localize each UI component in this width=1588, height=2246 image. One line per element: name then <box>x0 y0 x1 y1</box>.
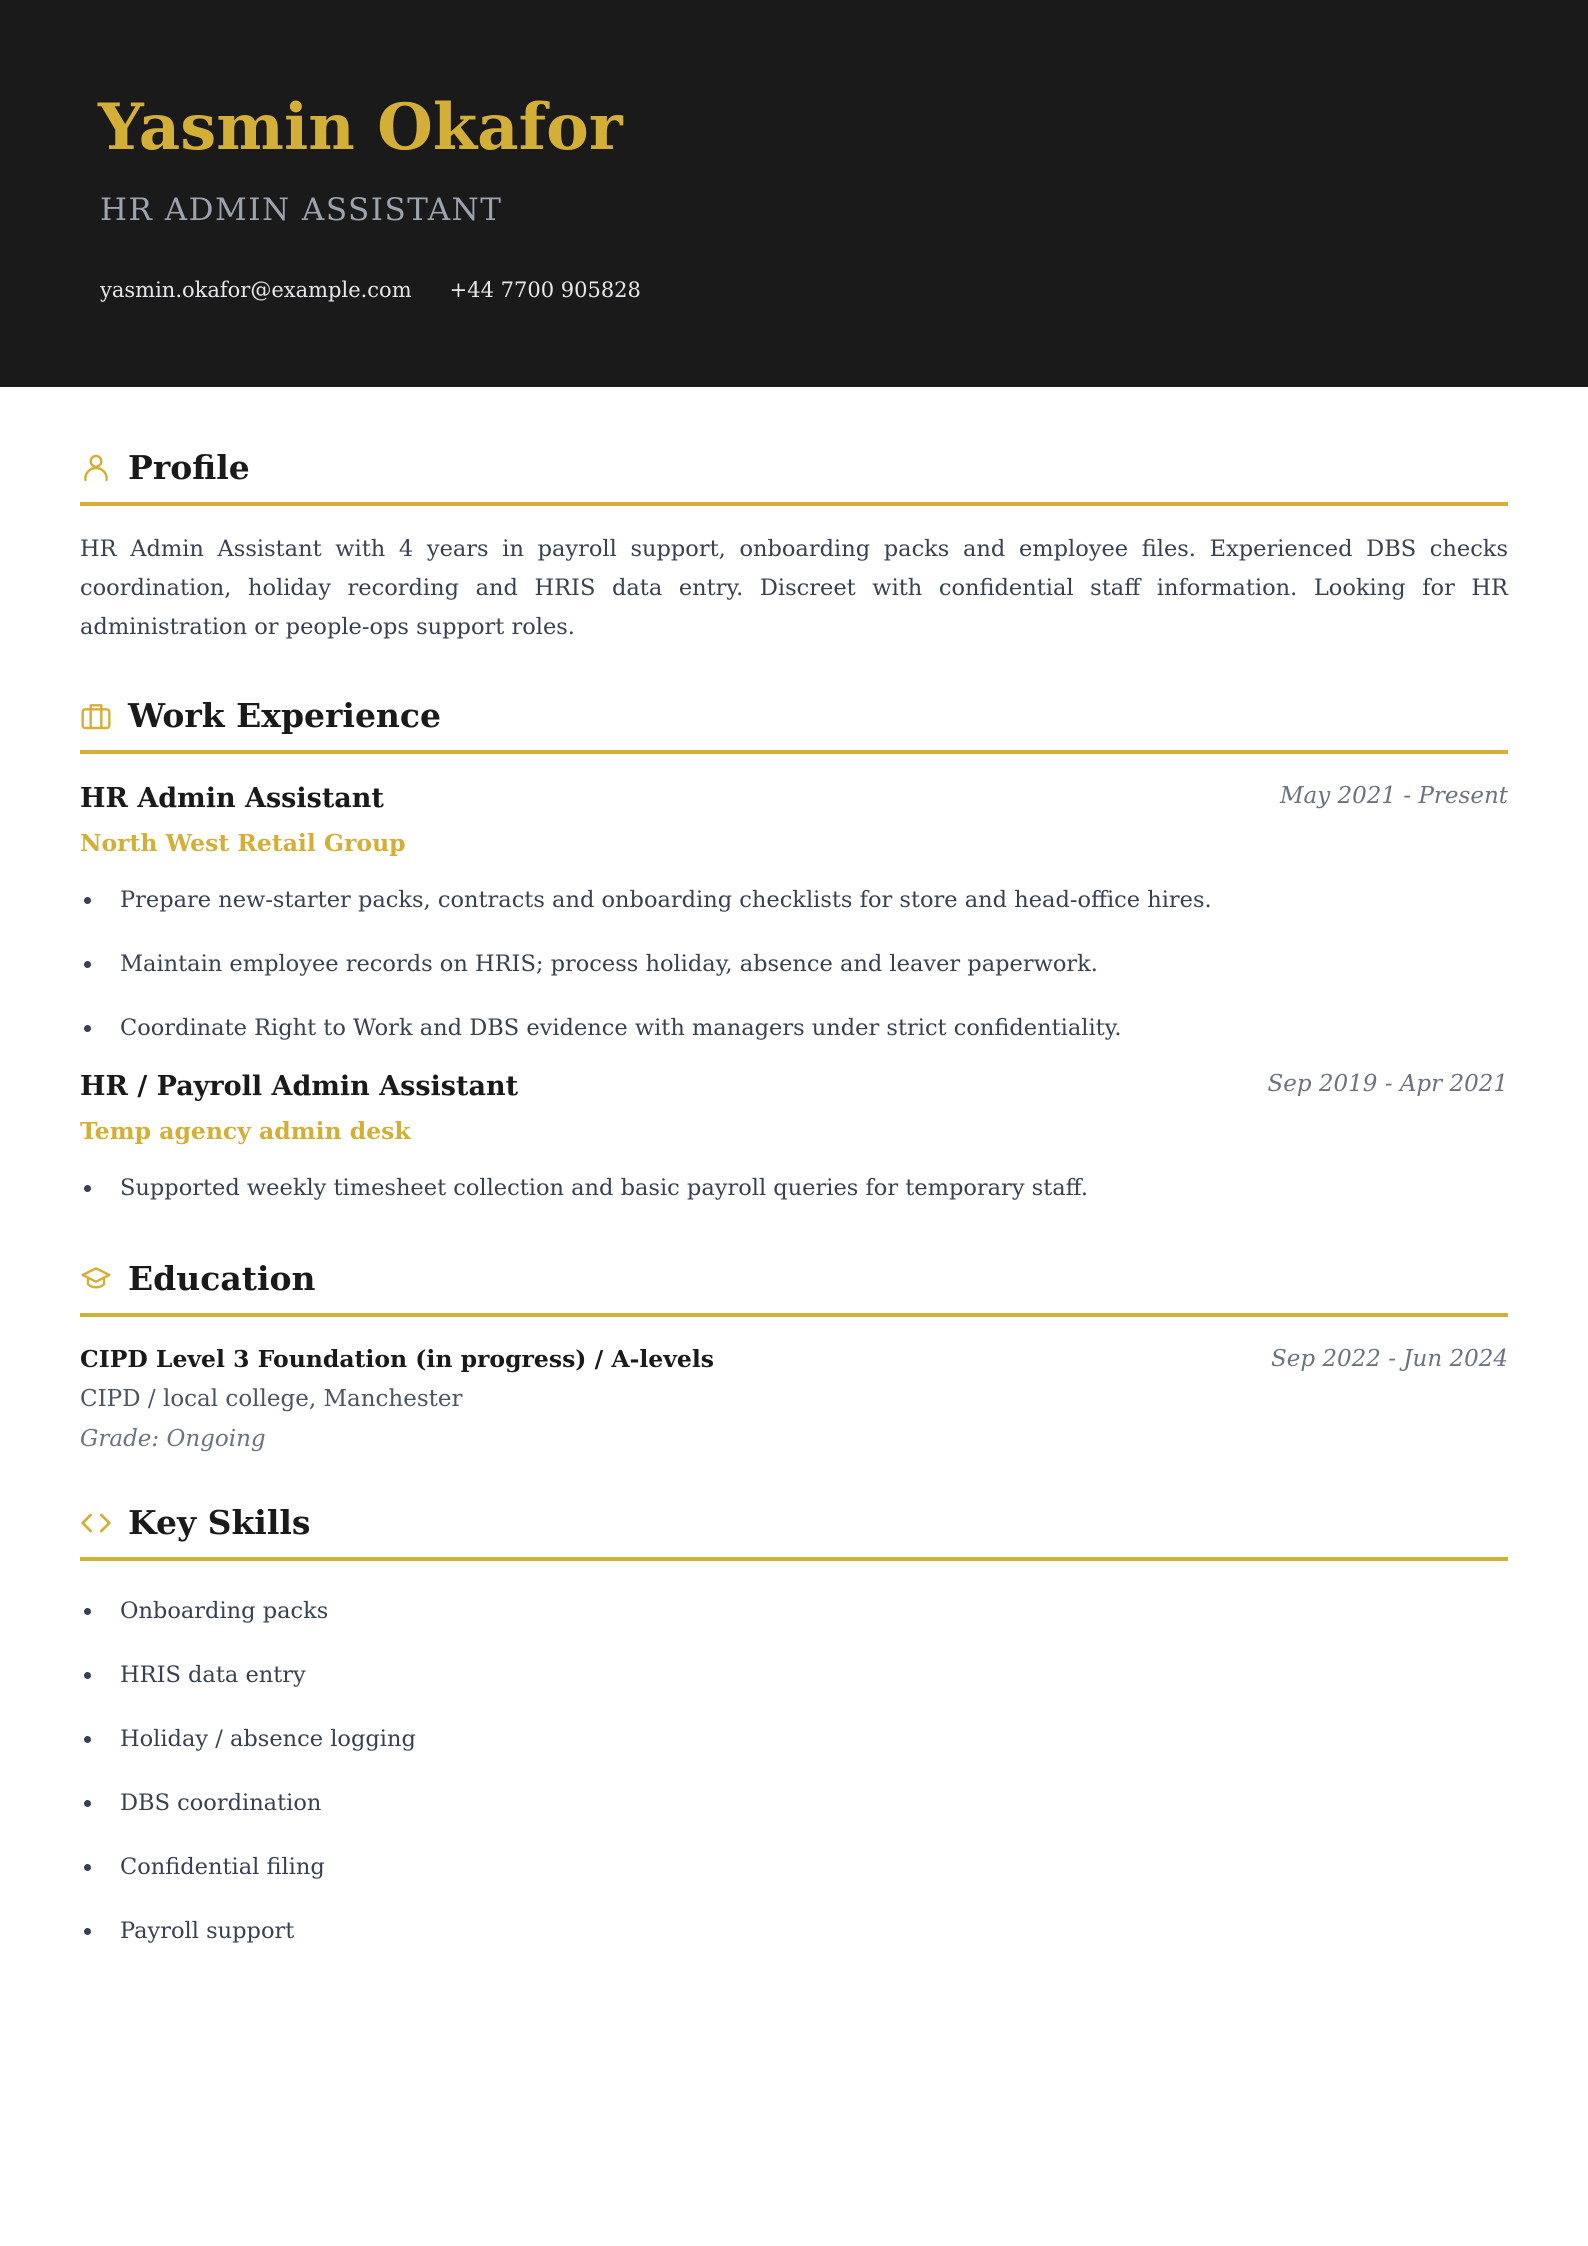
bullet-icon <box>84 897 91 904</box>
bullet-icon <box>84 1800 91 1807</box>
job-dates-1: May 2021 - Present <box>1279 783 1508 809</box>
education-heading: Education <box>128 1259 316 1298</box>
profile-heading: Profile <box>128 448 250 487</box>
header-banner <box>0 0 1588 387</box>
bullet-icon <box>84 961 91 968</box>
briefcase-icon <box>80 700 112 732</box>
graduation-cap-icon <box>80 1263 112 1295</box>
bullet-icon <box>84 1736 91 1743</box>
bullet-icon <box>84 1025 91 1032</box>
profile-section-heading <box>80 446 1508 506</box>
bullet-icon <box>84 1185 91 1192</box>
job-title-1: HR Admin Assistant <box>80 783 384 814</box>
email-link[interactable]: yasmin.okafor@example.com <box>100 278 412 302</box>
bullet-icon <box>84 1928 91 1935</box>
bullet-icon <box>84 1672 91 1679</box>
experience-section-heading <box>80 694 1508 754</box>
experience-heading: Work Experience <box>128 696 442 735</box>
institution-name: CIPD / local college, Manchester <box>80 1386 463 1412</box>
education-grade: Grade: Ongoing <box>80 1426 266 1452</box>
bullet-icon <box>84 1608 91 1615</box>
candidate-title: HR ADMIN ASSISTANT <box>100 192 503 228</box>
bullet-icon <box>84 1864 91 1871</box>
degree-title: CIPD Level 3 Foundation (in progress) / A-levels <box>80 1345 714 1373</box>
phone-number[interactable]: +44 7700 905828 <box>449 278 641 302</box>
skills-section-heading <box>80 1501 1508 1561</box>
company-name-1: North West Retail Group <box>80 829 406 857</box>
code-icon <box>80 1507 112 1539</box>
education-section-heading <box>80 1257 1508 1317</box>
contact-info <box>100 276 679 304</box>
profile-summary: HR Admin Assistant with 4 years in payroll support, onboarding packs and employee files. Experienced DBS checks coordination, holiday recording and HRIS data entry. Discreet with confidential staff information. Looking for HR administration or people-ops support roles. <box>80 536 1508 640</box>
education-dates: Sep 2022 - Jun 2024 <box>1270 1346 1508 1372</box>
company-name-2: Temp agency admin desk <box>80 1117 411 1145</box>
skills-heading: Key Skills <box>128 1503 311 1542</box>
candidate-name: Yasmin Okafor <box>98 90 623 165</box>
user-icon <box>80 452 112 484</box>
job-dates-2: Sep 2019 - Apr 2021 <box>1267 1071 1508 1097</box>
job-title-2: HR / Payroll Admin Assistant <box>80 1071 519 1102</box>
